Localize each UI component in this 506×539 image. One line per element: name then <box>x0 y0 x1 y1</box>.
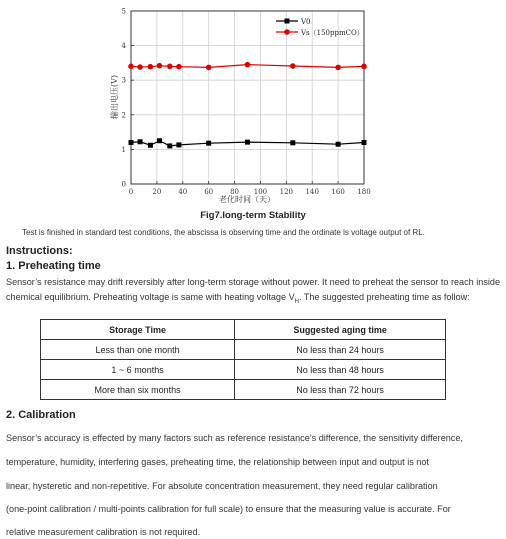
y-tick-label: 0 <box>121 180 126 189</box>
legend-marker <box>285 19 290 24</box>
table-cell: Less than one month <box>41 340 235 360</box>
figure-title: Fig7.long-term Stability <box>200 210 306 221</box>
preheating-heading: 1. Preheating time <box>6 260 101 272</box>
table-cell: No less than 72 hours <box>235 380 446 400</box>
calibration-line: temperature, humidity, interfering gases, preheating time, the relationship between input and output is not <box>6 457 429 467</box>
data-point <box>176 64 182 70</box>
table-header: Storage Time <box>41 320 235 340</box>
y-tick-label: 3 <box>121 76 126 85</box>
data-point <box>245 62 251 68</box>
data-point <box>157 63 163 69</box>
calibration-line: relative measurement calibration is not required. <box>6 527 201 537</box>
table-cell: More than six months <box>41 380 235 400</box>
y-axis-label: 输出电压(V) <box>110 74 119 120</box>
data-point <box>361 64 367 70</box>
table-cell: 1 ~ 6 months <box>41 360 235 380</box>
legend-label: V0 <box>301 18 311 26</box>
data-point <box>290 140 295 145</box>
data-point <box>290 63 296 69</box>
table-row <box>41 340 446 360</box>
x-tick-label: 160 <box>331 188 345 196</box>
data-point <box>167 64 173 70</box>
stability-chart <box>0 0 506 210</box>
x-tick-label: 20 <box>152 188 162 196</box>
calibration-line: (one-point calibration / multi-points calibration for full scale) to ensure that the measuring value is accurate. For <box>6 504 451 514</box>
legend-label: Vs（150ppmCO） <box>301 29 364 37</box>
chart-legend <box>276 18 364 37</box>
data-point <box>137 64 143 70</box>
calibration-line: linear, hysteretic and non-repetitive. For absolute concentration measurement, they need regular calibration <box>6 481 438 491</box>
table-cell: No less than 48 hours <box>235 360 446 380</box>
data-point <box>206 65 212 71</box>
table-row <box>41 360 446 380</box>
data-point <box>148 64 154 70</box>
data-point <box>335 65 341 71</box>
y-tick-label: 1 <box>121 145 126 154</box>
data-point <box>148 143 153 148</box>
data-point <box>128 64 134 70</box>
data-point <box>245 140 250 145</box>
table-cell: No less than 24 hours <box>235 340 446 360</box>
y-tick-label: 4 <box>121 42 126 51</box>
x-tick-label: 40 <box>178 188 188 196</box>
x-tick-label: 180 <box>357 188 371 196</box>
calibration-heading: 2. Calibration <box>6 409 76 421</box>
x-tick-label: 60 <box>204 188 214 196</box>
instructions-heading: Instructions: <box>6 245 73 257</box>
data-point <box>176 142 181 147</box>
legend-marker <box>284 29 290 35</box>
calibration-line: Sensor’s accuracy is effected by many factors such as reference resistance’s difference, the sensitivity difference, <box>6 433 463 443</box>
data-point <box>157 138 162 143</box>
preheating-table <box>40 319 446 400</box>
table-row <box>41 380 446 400</box>
y-tick-label: 5 <box>121 7 126 16</box>
x-tick-label: 80 <box>230 188 240 196</box>
x-tick-label: 0 <box>128 188 134 196</box>
table-header: Suggested aging time <box>235 320 446 340</box>
y-tick-label: 2 <box>121 111 126 120</box>
data-point <box>138 139 143 144</box>
x-axis-label: 老化时间（天） <box>219 195 275 204</box>
data-point <box>167 143 172 148</box>
x-tick-label: 140 <box>305 188 319 196</box>
figure-note: Test is finished in standard test conditions, the abscissa is observing time and the ordinate is voltage output of RL. <box>22 228 425 237</box>
data-point <box>206 141 211 146</box>
data-point <box>362 140 367 145</box>
x-tick-label: 120 <box>279 188 294 196</box>
x-tick-label: 100 <box>253 188 268 196</box>
data-point <box>336 142 341 147</box>
preheating-paragraph: Sensor’s resistance may drift reversibly after long-term storage without power. It need to preheat the sensor to reach inside chemical equilibrium. Preheating voltage is same with heating voltage $V_H$. The suggested preheating time as follow: <box>6 277 501 305</box>
data-point <box>129 140 134 145</box>
